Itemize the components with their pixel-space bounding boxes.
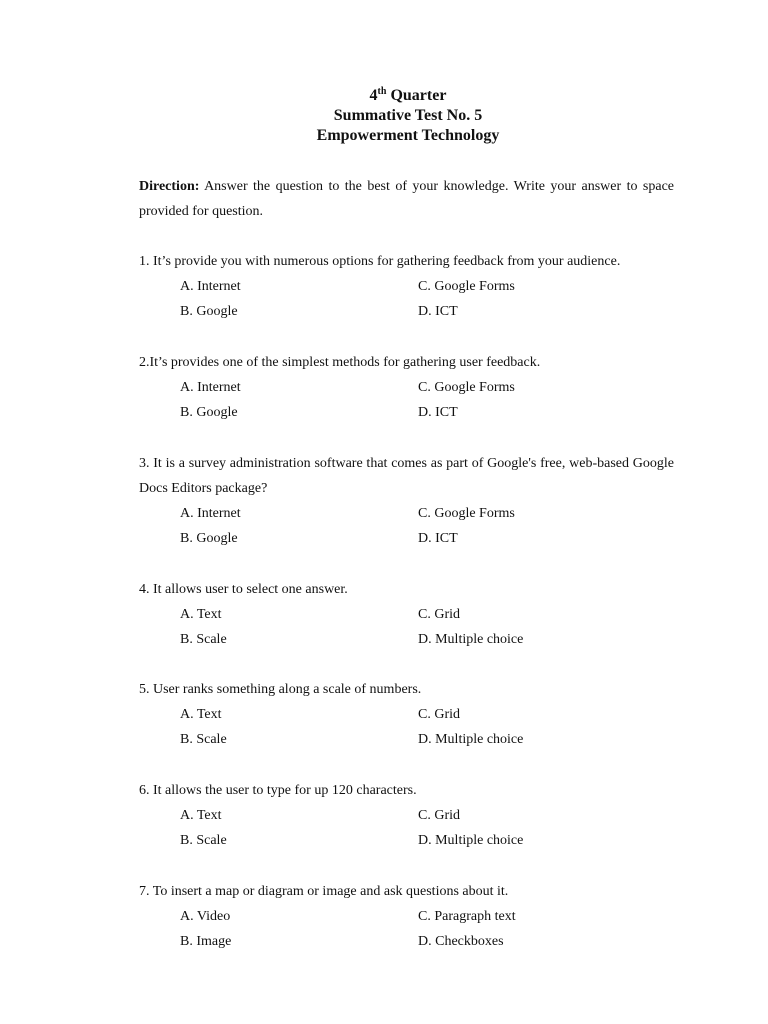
option-a: A. Video [180, 909, 231, 924]
option-b: B. Google [180, 405, 238, 420]
question-text: 1. It’s provide you with numerous options for gathering feedback from your audience. [139, 254, 621, 269]
option-a: A. Internet [180, 380, 241, 395]
option-d: D. Checkboxes [418, 934, 504, 949]
option-a: A. Text [180, 707, 222, 722]
option-c: C. Grid [418, 707, 460, 722]
option-d: D. Multiple choice [418, 732, 524, 747]
subject-title: Empowerment Technology [316, 127, 500, 144]
option-b: B. Image [180, 934, 232, 949]
question-3 [139, 451, 674, 551]
question-text: 5. User ranks something along a scale of numbers. [139, 682, 422, 697]
question-7 [139, 879, 674, 954]
question-1 [139, 249, 674, 324]
option-d: D. Multiple choice [418, 632, 524, 647]
question-text: 7. To insert a map or diagram or image and ask questions about it. [139, 884, 509, 899]
option-b: B. Google [180, 304, 238, 319]
option-b: B. Google [180, 531, 238, 546]
option-d: D. ICT [418, 405, 458, 420]
test-title: Summative Test No. 5 [333, 107, 483, 124]
options [139, 803, 674, 853]
option-d: D. Multiple choice [418, 833, 524, 848]
quarter-title: 4th Quarter [369, 86, 447, 104]
options [139, 375, 674, 425]
question-text: 3. It is a survey administration software that comes as part of Google's free, web-based Google Docs Editors package? [139, 456, 674, 496]
options [139, 904, 674, 954]
option-b: B. Scale [180, 732, 227, 747]
options [139, 602, 674, 652]
option-d: D. ICT [418, 304, 458, 319]
option-c: C. Grid [418, 808, 460, 823]
question-4 [139, 577, 674, 652]
option-a: A. Internet [180, 506, 241, 521]
option-a: A. Internet [180, 279, 241, 294]
option-c: C. Google Forms [418, 279, 515, 294]
question-2 [139, 350, 674, 425]
title-block [0, 86, 732, 146]
option-d: D. ICT [418, 531, 458, 546]
options [139, 702, 674, 752]
question-text: 6. It allows the user to type for up 120 characters. [139, 783, 417, 798]
question-6 [139, 778, 674, 853]
question-text: 2.It’s provides one of the simplest methods for gathering user feedback. [139, 355, 541, 370]
option-c: C. Google Forms [418, 380, 515, 395]
option-b: B. Scale [180, 833, 227, 848]
option-c: C. Paragraph text [418, 909, 516, 924]
option-a: A. Text [180, 808, 222, 823]
option-a: A. Text [180, 607, 222, 622]
options [139, 501, 674, 551]
question-text: 4. It allows user to select one answer. [139, 582, 348, 597]
direction-paragraph [139, 174, 674, 224]
options [139, 274, 674, 324]
option-b: B. Scale [180, 632, 227, 647]
direction-text: Answer the question to the best of your knowledge. Write your answer to space provided for question. [139, 179, 674, 219]
option-c: C. Grid [418, 607, 460, 622]
option-c: C. Google Forms [418, 506, 515, 521]
question-5 [139, 677, 674, 752]
direction-label: Direction: [139, 179, 200, 194]
